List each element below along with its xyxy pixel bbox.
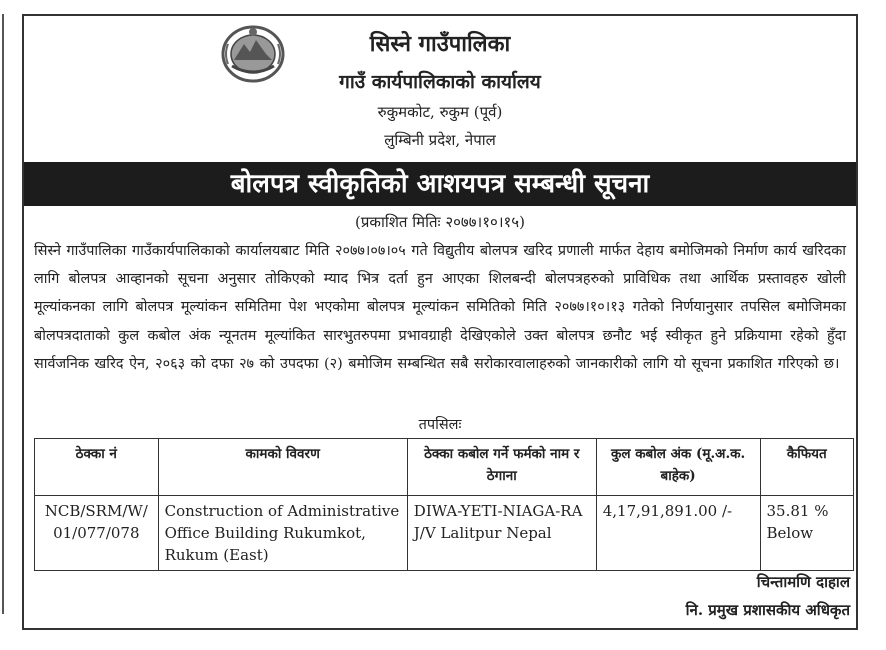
- cell-amount: 4,17,91,891.00 /-: [596, 496, 760, 571]
- cell-remarks: 35.81 % Below: [760, 496, 853, 571]
- cell-firm: DIWA-YETI-NIAGA-RA J/V Lalitpur Nepal: [407, 496, 596, 571]
- signatory-title: नि. प्रमुख प्रशासकीय अधिकृत: [685, 601, 850, 619]
- table-row: [35, 496, 854, 571]
- details-label: तपसिलः: [418, 417, 462, 433]
- cell-contract-no: NCB/SRM/W/ 01/077/078: [35, 496, 159, 571]
- header-amount: कुल कबोल अंक (मू.अ.क. बाहेक): [596, 439, 760, 496]
- header-remarks: कैफियत: [760, 439, 853, 496]
- published-date: (प्रकाशित मितिः २०७७।१०।१५): [355, 213, 525, 231]
- signatory-name: चिन्तामणि दाहाल: [756, 573, 850, 591]
- office-name: गाउँ कार्यपालिकाको कार्यालय: [339, 71, 541, 93]
- header-firm: ठेक्का कबोल गर्ने फर्मको नाम र ठेगाना: [407, 439, 596, 496]
- header-description: कामको विवरण: [158, 439, 407, 496]
- office-province: लुम्बिनी प्रदेश, नेपाल: [384, 131, 496, 149]
- organization-name: सिस्ने गाउँपालिका: [369, 31, 511, 57]
- notice-frame: [22, 14, 858, 630]
- office-address: रुकुमकोट, रुकुम (पूर्व): [377, 103, 503, 121]
- notice-title-banner: बोलपत्र स्वीकृतिको आशयपत्र सम्बन्धी सूचना: [24, 162, 856, 206]
- table-header-row: [35, 439, 854, 496]
- page-edge-rule: [2, 14, 4, 614]
- notice-body: सिस्ने गाउँपालिका गाउँकार्यपालिकाको कार्यालयबाट मिति २०७७।०७।०५ गते विद्युतीय बोलपत्र खरिद प्रणाली मार्फत देहाय बमोजिमको निर्माण कार्य खरिदका लागि बोलपत्र आव्हानको सूचना अनुसार तोकिएको म्याद भित्र दर्ता हुन आएका शिलबन्दी बोलपत्रहरुको प्राविधिक तथा आर्थिक प्रस्तावहरु खोली मूल्यांकनका लागि बोलपत्र मूल्यांकन समितिमा पेश भएकोमा बोलपत्र मूल्यांकन समितिको मिति २०७७।१०।१३ गतेको निर्णयानुसार तपसिल बमोजिमका बोलपत्रदाताको कुल कबोल अंक न्यूनतम मूल्यांकित सारभुतरुपमा प्रभावग्राही देखिएकोले उक्त बोलपत्र छनौट भई स्वीकृत हुने प्रक्रियामा रहेको हुँदा सार्वजनिक खरिद ऐन, २०६३ को दफा २७ को उपदफा (२) बमोजिम सम्बन्धित सबै सरोकारवालाहरुको जानकारीको लागि यो सूचना प्रकाशित गरिएको छ।: [34, 243, 846, 372]
- header-contract-no: ठेक्का नं: [35, 439, 159, 496]
- cell-description: Construction of Administrative Office Building Rukumkot, Rukum (East): [158, 496, 407, 571]
- contract-table: [34, 438, 854, 571]
